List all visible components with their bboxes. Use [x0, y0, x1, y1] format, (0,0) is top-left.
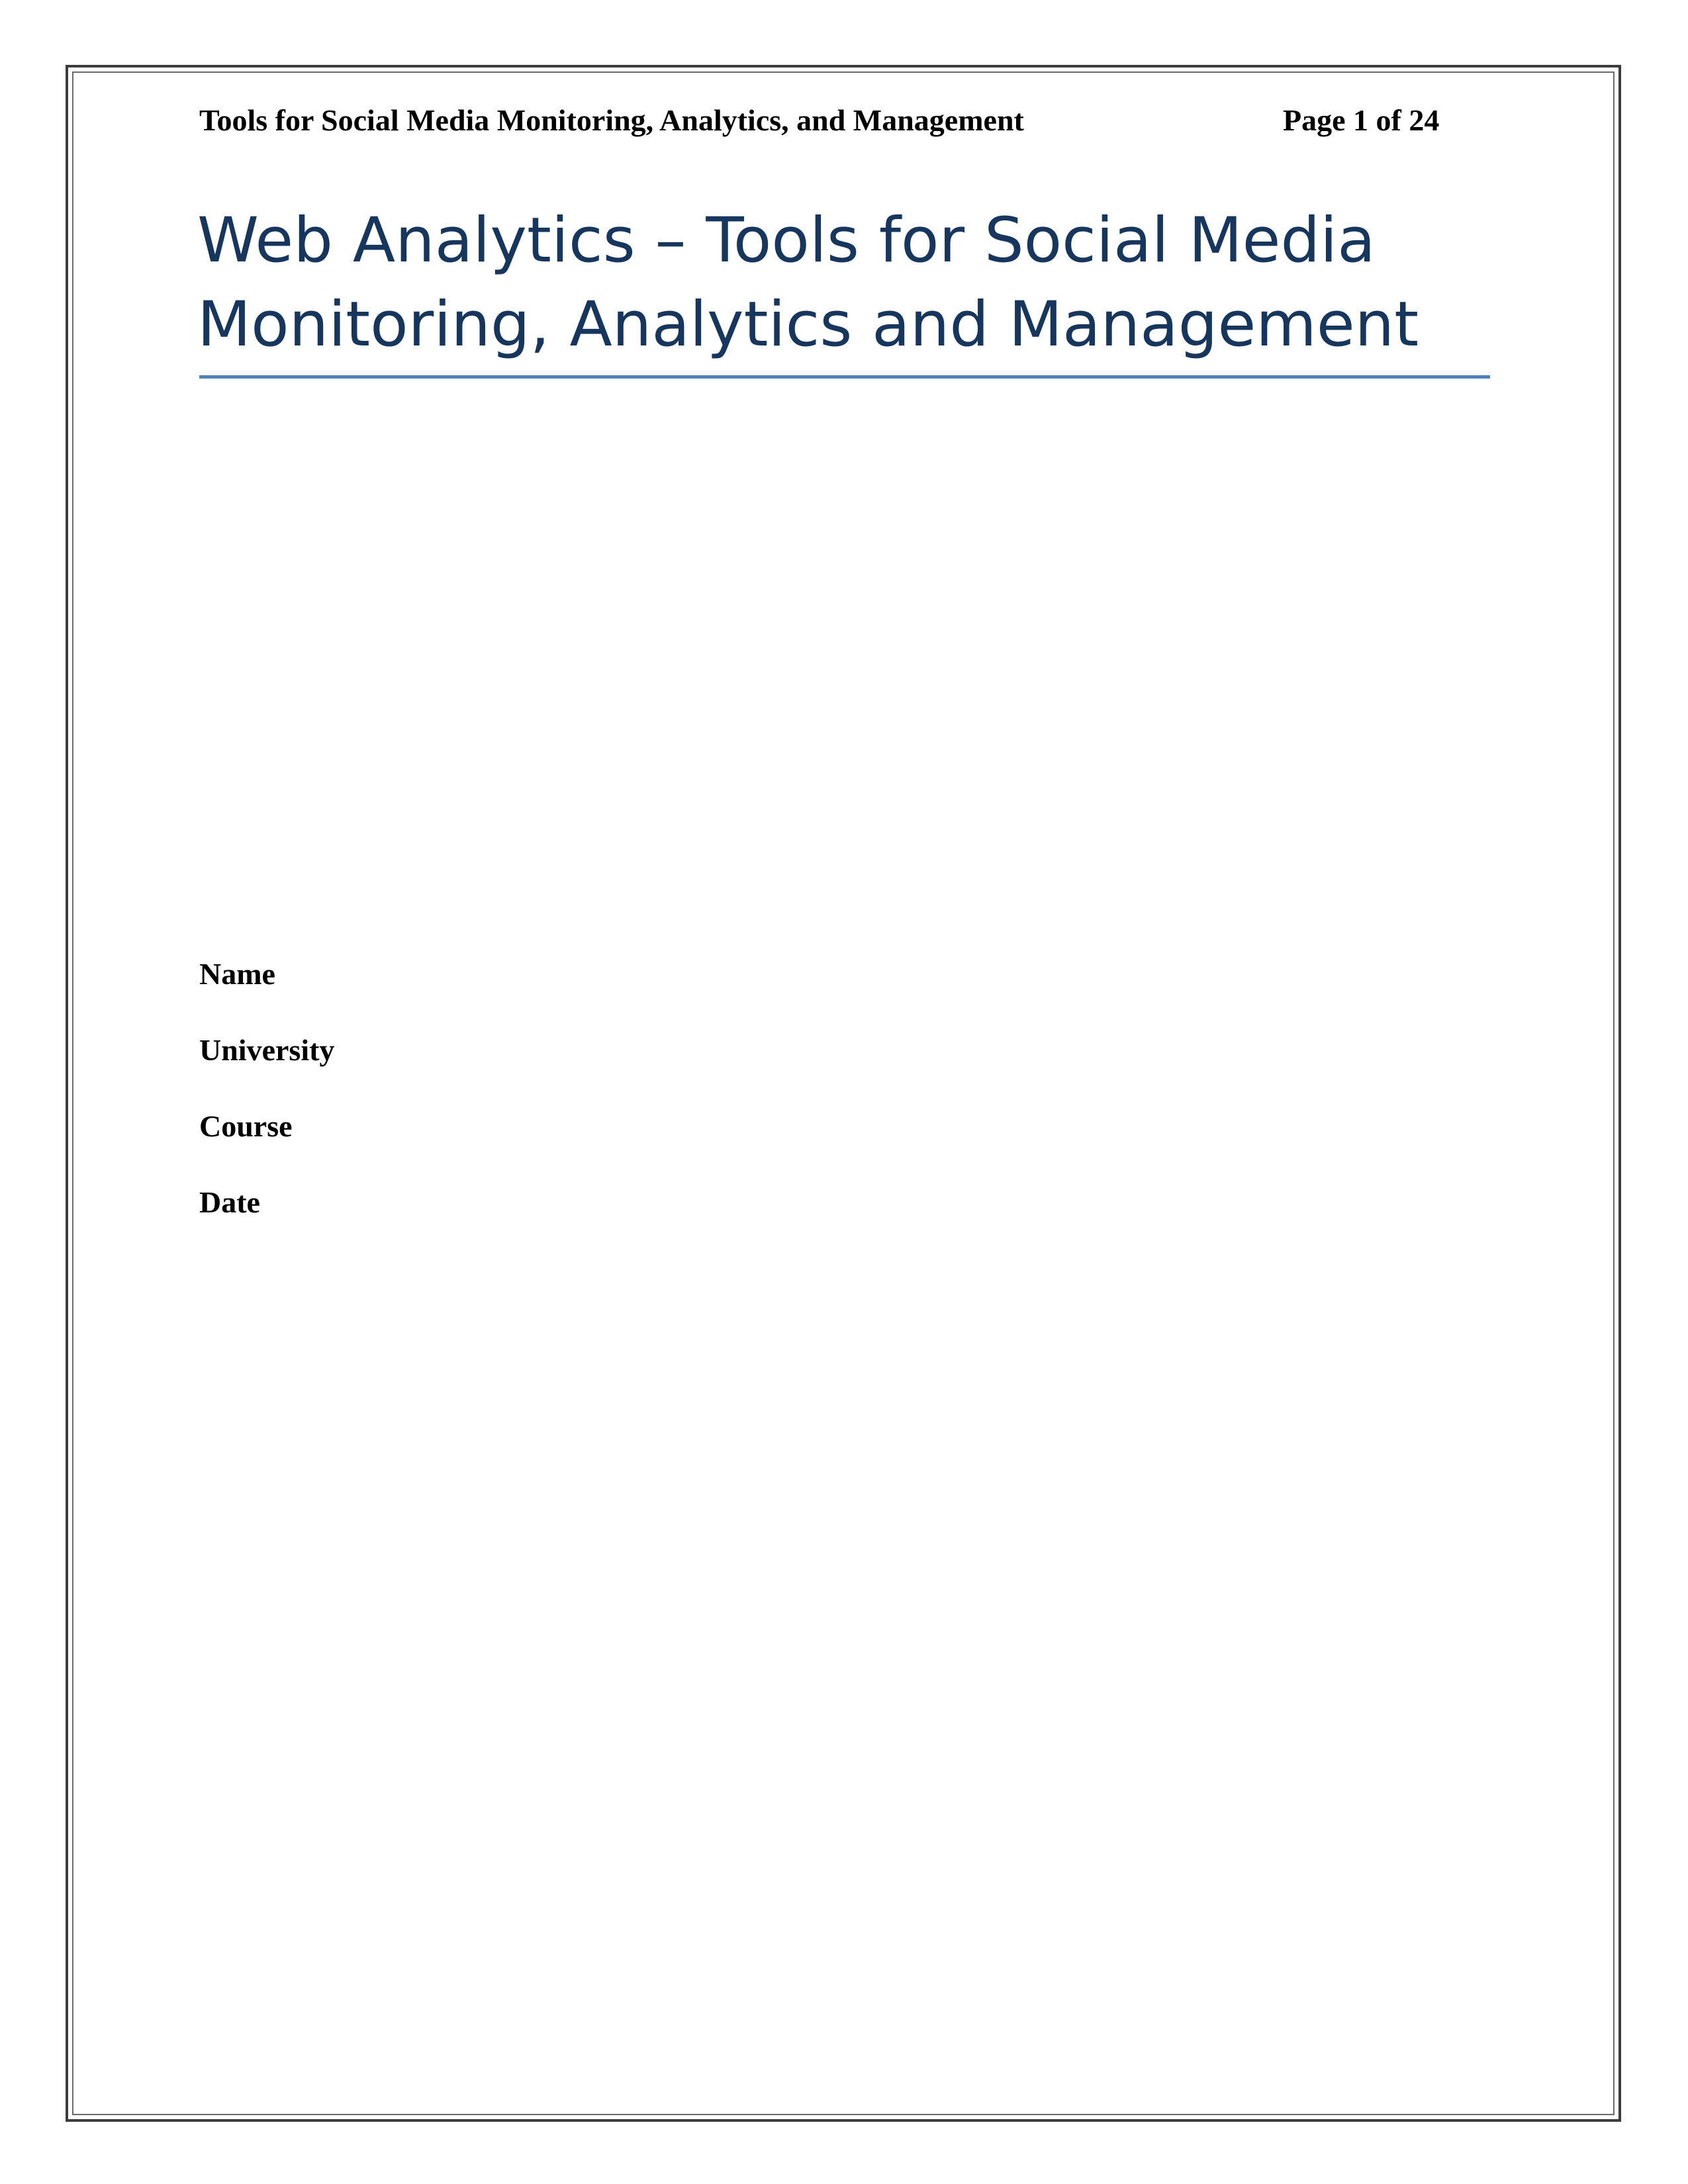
document-title-line-2: Monitoring, Analytics and Management — [197, 289, 1419, 361]
university-field: University — [199, 1033, 335, 1067]
course-field: Course — [199, 1109, 293, 1143]
date-field: Date — [199, 1185, 260, 1219]
running-header-title: Tools for Social Media Monitoring, Analytics, and Management — [199, 103, 1024, 137]
name-field: Name — [199, 957, 275, 991]
title-underline-rule — [199, 375, 1490, 379]
page-number: Page 1 of 24 — [1283, 103, 1440, 137]
document-title-line-1: Web Analytics – Tools for Social Media — [197, 205, 1376, 277]
document-title — [197, 199, 1521, 367]
